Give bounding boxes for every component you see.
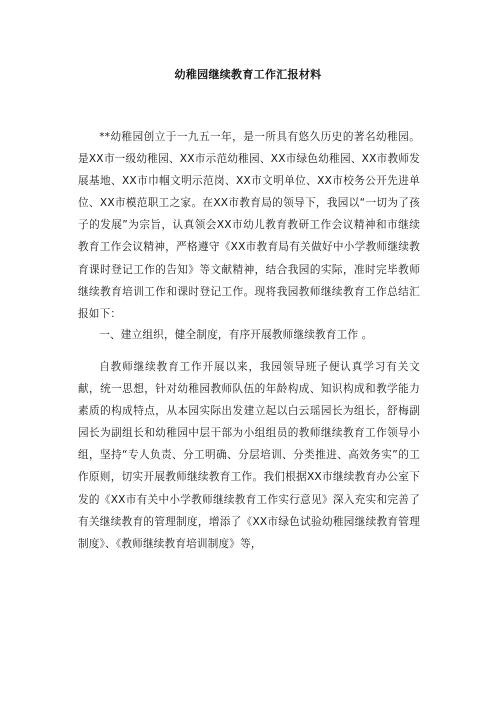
paragraph-intro: **幼稚园创立于一九五一年，是一所具有悠久历史的著名幼稚园。是XX市一级幼稚园、XX市示范幼稚园、XX市绿色幼稚园、XX市教师发展基地、XX市巾帼文明示范岗、XX市文明单位、XX市校务公开先进单位、XX市模范职工之家。在XX市教育局的领导下，我园以“一切为了孩子的发展”为宗旨，认真领会XX市幼儿教育教研工作会议精神和市继续教育工作会议精神，严格遵守《XX市教育局有关做好中小学教师继续教育课时登记工作的告知》等文献精神，结合我园的实际，准时完毕教师继续教育培训工作和课时登记工作。现将我园教师继续教育工作总结汇报如下： — [78, 131, 420, 320]
paragraph-section-1: 自教师继续教育工作开展以来，我园领导班子便认真学习有关文献，统一思想，针对幼稚园教师队伍的年龄构成、知识构成和教学能力素质的构成特点，从本园实际出发建立起以白云瑶园长为组长，舒梅副园长为副组长和幼稚园中层干部为小组组员的教师继续教育工作领导小组，坚持“专人负责、分工明确、分层培训、分类推进、高效务实”的工作原则，切实开展教师继续教育工作。我们根据XX市继续教育办公室下发的《XX市有关中小学教师继续教育工作实行意见》深入充实和完善了有关继续教育的管理制度，增添了《XX市绿色试验幼稚园继续教育管理制度》、《教师继续教育培训制度》等， — [78, 361, 420, 550]
document-title: 幼稚园继续教育工作汇报材料 — [174, 68, 322, 81]
section-heading-1: 一、建立组织，健全制度，有序开展教师继续教育工作 。 — [99, 329, 373, 341]
